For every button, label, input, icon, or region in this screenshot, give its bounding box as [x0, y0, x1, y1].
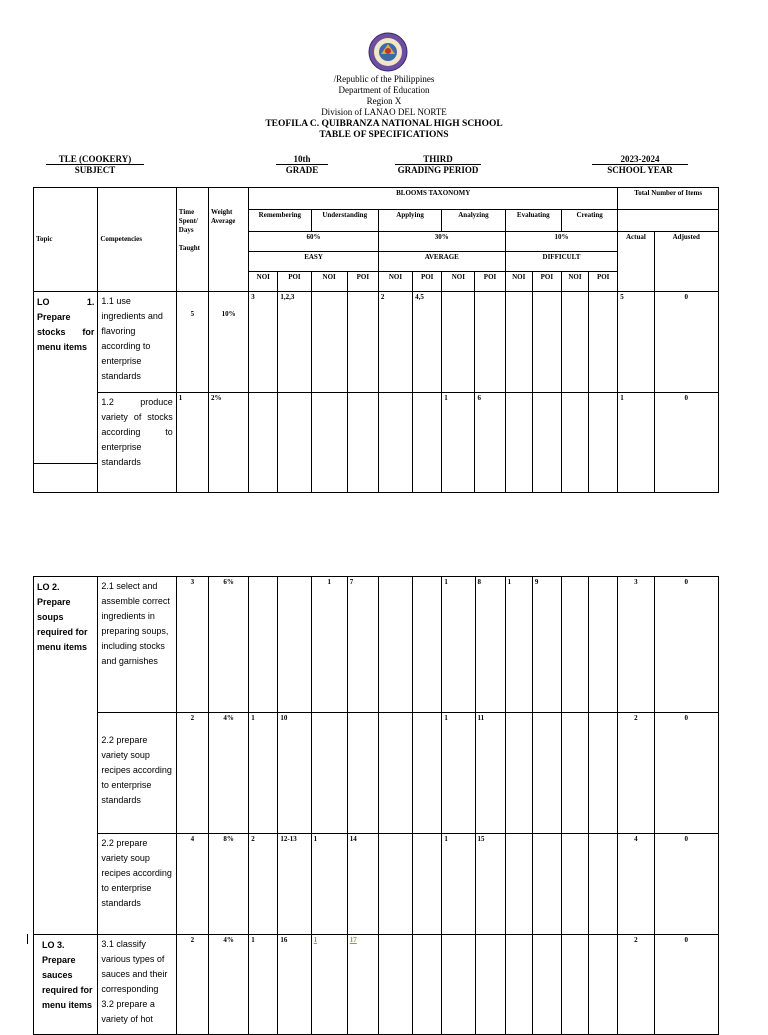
header-poi: POI: [475, 272, 505, 292]
table-row: [34, 292, 719, 393]
rem-poi-cell: 16: [278, 935, 311, 1035]
app-poi-cell: 4,5: [413, 292, 442, 393]
actual-cell: 2: [618, 713, 654, 834]
header-noi: NOI: [505, 272, 532, 292]
header-department: Department of Education: [338, 85, 430, 95]
header-noi: NOI: [249, 272, 278, 292]
eva-noi-cell: 1: [505, 577, 532, 713]
ana-poi-cell: 8: [475, 577, 505, 713]
rem-noi-cell: 2: [249, 834, 278, 935]
time-spent-cell: 4: [176, 834, 208, 935]
header-total-items: Total Number of Items: [618, 188, 719, 210]
header-competencies: Competencies: [98, 188, 176, 292]
specifications-table-2: [33, 576, 719, 1035]
adjusted-cell: 0: [654, 393, 719, 493]
actual-cell: 2: [618, 935, 654, 1035]
header-noi: NOI: [378, 272, 412, 292]
rem-noi-cell: 1: [249, 935, 278, 1035]
und-noi-cell: 1: [311, 577, 347, 713]
adjusted-cell: 0: [654, 713, 719, 834]
ana-noi-cell: 1: [442, 834, 475, 935]
topic-lo1: LO 1. Prepare stocks for menu items: [34, 292, 98, 493]
competency-2-1: 2.1 select and assemble correct ingredients in preparing soups, including stocks and garnishes: [98, 577, 176, 713]
topic-lo3: LO 3. Prepare sauces required for menu items: [34, 935, 98, 1035]
actual-cell: 1: [618, 393, 654, 493]
competency-1-2: 1.2 produce variety of stocks according to enterprise standards: [98, 393, 176, 493]
header-poi: POI: [589, 272, 618, 292]
competency-2-3: 2.2 prepare variety soup recipes according to enterprise standards: [98, 834, 176, 935]
header-pct-difficult: 10%: [505, 232, 618, 252]
ana-poi-cell: 11: [475, 713, 505, 834]
competency-3-1: 3.1 classify various types of sauces and their corresponding 3.2 prepare a variety of hot: [98, 935, 176, 1035]
adjusted-cell: 0: [654, 834, 719, 935]
weight-cell: 8%: [209, 834, 249, 935]
header-applying: Applying: [378, 210, 441, 232]
und-poi-cell: 14: [347, 834, 378, 935]
header-poi: POI: [278, 272, 311, 292]
header-division: Division of LANAO DEL NORTE: [321, 107, 447, 117]
weight-cell: 4%: [209, 713, 249, 834]
und-noi-cell: 1: [311, 834, 347, 935]
rem-poi-cell: 12-13: [278, 834, 311, 935]
subject-field: TLE (COOKERY) SUBJECT: [40, 154, 150, 175]
table-row: [34, 834, 719, 935]
und-poi-cell: 7: [347, 577, 378, 713]
header-noi: NOI: [442, 272, 475, 292]
rem-poi-cell: 1,2,3: [278, 292, 311, 393]
time-spent-cell: 5: [176, 292, 208, 393]
ana-poi-cell: 6: [475, 393, 505, 493]
table-row: [34, 713, 719, 834]
weight-cell: 6%: [209, 577, 249, 713]
header-pct-average: 30%: [378, 232, 505, 252]
time-spent-cell: 2: [176, 713, 208, 834]
und-noi-cell: 1: [313, 936, 318, 944]
weight-cell: 2%: [208, 393, 248, 493]
adjusted-cell: 0: [654, 292, 719, 393]
text-cursor: [27, 934, 28, 944]
header-time-spent: Time Spent/ Days Taught: [176, 188, 208, 292]
rem-noi-cell: 1: [249, 713, 278, 834]
deped-seal-logo: [368, 32, 408, 72]
time-spent-cell: 3: [176, 577, 208, 713]
und-poi-cell: 17: [349, 936, 357, 944]
header-pct-easy: 60%: [249, 232, 379, 252]
header-adjusted: Adjusted: [654, 232, 719, 292]
header-topic: Topic: [34, 188, 98, 292]
table-row: [34, 935, 719, 1035]
weight-cell: 10%: [208, 292, 248, 393]
actual-cell: 4: [618, 834, 654, 935]
time-spent-cell: 1: [176, 393, 208, 493]
grading-period-field: THIRD GRADING PERIOD: [388, 154, 488, 175]
header-blooms-taxonomy: BLOOMS TAXONOMY: [249, 188, 618, 210]
actual-cell: 5: [618, 292, 654, 393]
header-analyzing: Analyzing: [442, 210, 505, 232]
document-title: TABLE OF SPECIFICATIONS: [319, 130, 449, 140]
ana-noi-cell: 1: [442, 393, 475, 493]
actual-cell: 3: [618, 577, 654, 713]
school-name: TEOFILA C. QUIBRANZA NATIONAL HIGH SCHOOL: [265, 119, 503, 129]
header-actual: Actual: [618, 232, 654, 292]
divider: [33, 463, 97, 464]
header-blank: [618, 210, 719, 232]
header-poi: POI: [413, 272, 442, 292]
app-noi-cell: 2: [378, 292, 412, 393]
topic-lo2: LO 2. Prepare soups required for menu items: [34, 577, 98, 935]
weight-cell: 4%: [209, 935, 249, 1035]
header-evaluating: Evaluating: [505, 210, 561, 232]
competency-2-2: 2.2 prepare variety soup recipes according to enterprise standards: [98, 713, 176, 834]
eva-poi-cell: 9: [532, 577, 561, 713]
header-easy: EASY: [249, 252, 379, 272]
ana-noi-cell: 1: [442, 577, 475, 713]
adjusted-cell: 0: [654, 935, 719, 1035]
header-poi: POI: [532, 272, 561, 292]
rem-poi-cell: 10: [278, 713, 311, 834]
header-understanding: Understanding: [311, 210, 378, 232]
header-difficult: DIFFICULT: [505, 252, 618, 272]
header-republic: /Republic of the Philippines: [333, 74, 435, 84]
school-year-field: 2023-2024 SCHOOL YEAR: [588, 154, 692, 175]
header-creating: Creating: [561, 210, 617, 232]
grade-field: 10th GRADE: [270, 154, 334, 175]
rem-noi-cell: 3: [249, 292, 278, 393]
header-average: AVERAGE: [378, 252, 505, 272]
header-noi: NOI: [561, 272, 588, 292]
header-poi: POI: [347, 272, 378, 292]
table-row: [34, 393, 719, 493]
header-remembering: Remembering: [249, 210, 311, 232]
competency-1-1: 1.1 use ingredients and flavoring according to enterprise standards: [98, 292, 176, 393]
table-row: [34, 577, 719, 713]
ana-poi-cell: 15: [475, 834, 505, 935]
specifications-table-1: [33, 187, 719, 493]
header-weight-average: Weight Average: [208, 188, 248, 292]
adjusted-cell: 0: [654, 577, 719, 713]
header-noi: NOI: [311, 272, 347, 292]
header-region: Region X: [366, 96, 402, 106]
time-spent-cell: 2: [176, 935, 208, 1035]
ana-noi-cell: 1: [442, 713, 475, 834]
